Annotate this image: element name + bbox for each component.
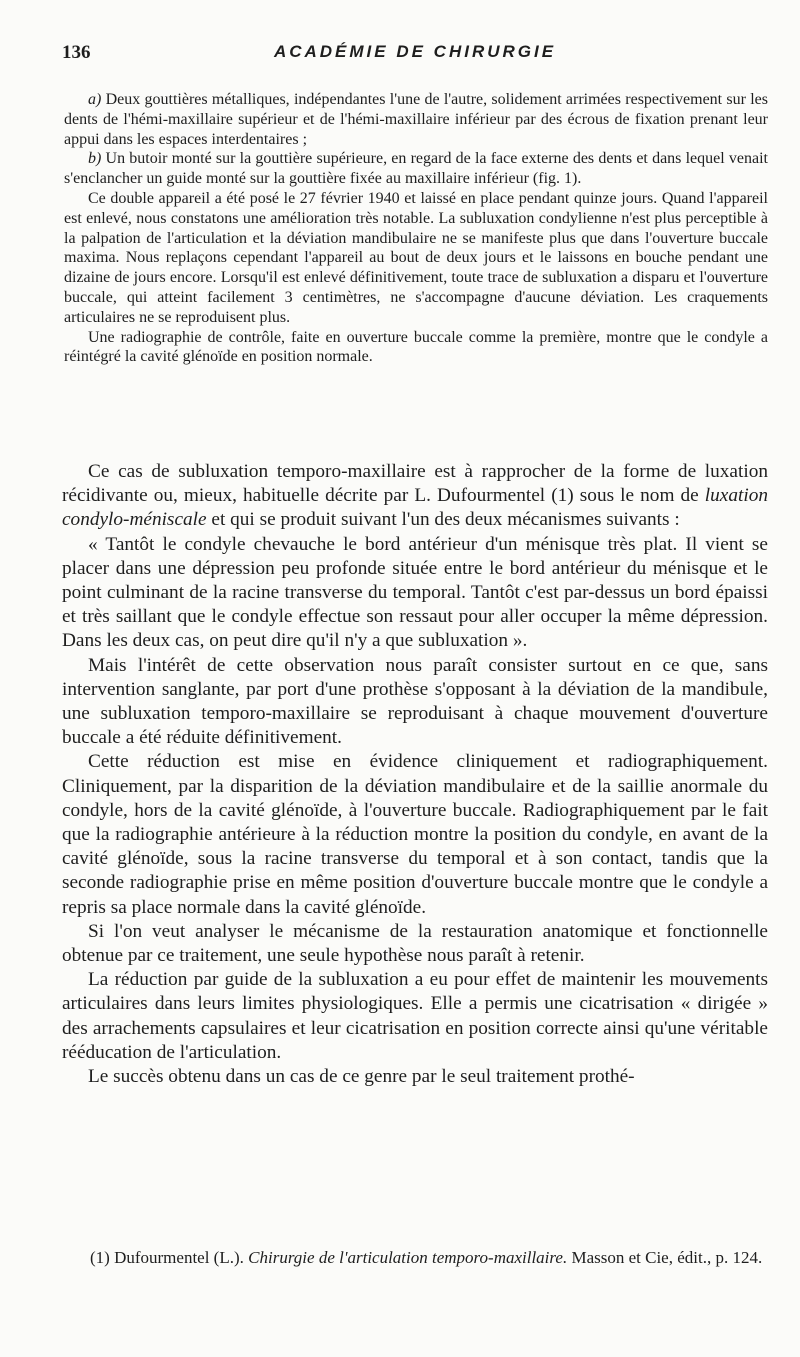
paragraph-text: et qui se produit suivant l'un des deux mécanismes suivants : — [206, 509, 680, 531]
paragraph-text: Ce double appareil a été posé le 27 février 1940 et laissé en place pendant quinze jours. Quand l'appareil est enlevé, nous constatons une amélioration très notable. La subluxation condylienne n'est plus perceptible à la palpation de l'articulation et la déviation mandibulaire ne se manifeste plus que dans l'ouverture buccale maxima. Nous replaçons cependant l'appareil au bout de deux jours et le laissons en bouche pendant une dizaine de jours encore. Lorsqu'il est enlevé définitivement, toute trace de subluxation a disparu et l'ouverture buccale, qui atteint facilement 3 centimètres, ne s'accompagne d'aucune déviation. Les craquements articulaires ne se reproduisent plus. — [64, 189, 768, 326]
footnote — [64, 1247, 768, 1269]
paragraph-a — [64, 90, 768, 149]
paragraph-b — [64, 149, 768, 189]
paragraph-success: Le succès obtenu dans un cas de ce genre par le seul traitement prothé- — [88, 1066, 635, 1088]
page-number: 136 — [62, 42, 91, 63]
discussion-block — [62, 460, 768, 1089]
paragraph-comparison — [62, 460, 768, 533]
paragraph-text: Ce cas de subluxation temporo-maxillaire est à rapprocher de la forme de luxation récidivante ou, mieux, habituelle décrite par L. Dufourmentel (1) sous le nom de — [62, 461, 768, 507]
paragraph-hypothesis: Si l'on veut analyser le mécanisme de la restauration anatomique et fonctionnelle obtenue par ce traitement, une seule hypothèse nous paraît à retenir. — [62, 920, 768, 967]
paragraph-quotation: « Tantôt le condyle chevauche le bord antérieur d'un ménisque très plat. Il vient se placer dans une dépression peu profonde située entre le bord antérieur du ménisque et le point culminant de la racine transverse du temporal. Tantôt c'est par-dessus un bord épaissi et très saillant que le condyle effectue son ressaut pour aller occuper la même dépression. Dans les deux cas, on peut dire qu'il n'y a que subluxation ». — [62, 533, 768, 652]
footnote-book-title: Chirurgie de l'articulation temporo-maxillaire. — [248, 1248, 568, 1267]
item-text-a: Deux gouttières métalliques, indépendantes l'une de l'autre, solidement arrimées respectivement sur les dents de l'hémi-maxillaire supérieur et de l'hémi-maxillaire inférieur par des écrous de fixation prenant leur appui dans les espaces interdentaires ; — [64, 91, 768, 148]
paragraph-appliance-result — [64, 189, 768, 328]
paragraph-reduction: Cette réduction est mise en évidence cliniquement et radiographiquement. Cliniquement, par la disparition de la déviation mandibulaire et de la saillie anormale du condyle, hors de la cavité glénoïde, à l'ouverture buccale. Radiographiquement par le fait que la radiographie antérieure à la réduction montre la position du condyle, en avant de la cavité glénoïde, sous la racine transverse du temporal et à son contact, tandis que la seconde radiographie prise en même position d'ouverture buccale montre que le condyle a repris sa place normale dans la cavité glénoïde. — [62, 751, 768, 918]
page-header — [62, 42, 768, 70]
paragraph-text: Une radiographie de contrôle, faite en ouverture buccale comme la première, montre que le condyle a réintégré la cavité glénoïde en position normale. — [64, 328, 768, 366]
item-text-b: Un butoir monté sur la gouttière supérieure, en regard de la face externe des dents et dans lequel venait s'enclancher un guide monté sur la gouttière fixée au maxillaire inférieur (fig. 1). — [64, 150, 768, 188]
footnote-ref: (1) Dufourmentel (L.). — [90, 1248, 249, 1267]
item-label-b: b) — [88, 150, 102, 168]
paragraph-interest: Mais l'intérêt de cette observation nous paraît consister surtout en ce que, sans intervention sanglante, par port d'une prothèse s'opposant à la déviation de la mandibule, une subluxation temporo-maxillaire se reproduisant à chaque mouvement d'ouverture buccale a été réduite définitivement. — [62, 654, 768, 749]
running-head: ACADÉMIE DE CHIRURGIE — [273, 42, 557, 61]
paragraph-mechanism: La réduction par guide de la subluxation a eu pour effet de maintenir les mouvements articulaires dans leurs limites physiologiques. Elle a permis une cicatrisation « dirigée » des arrachements capsulaires et leur cicatrisation en position correcte ainsi qu'une véritable rééducation de l'articulation. — [62, 969, 768, 1063]
italic-term: luxation condylo-méniscale — [62, 485, 768, 531]
paragraph-radiograph — [64, 328, 768, 368]
footnote-publisher: Masson et Cie, édit., p. 124. — [567, 1248, 763, 1267]
observation-block — [64, 90, 768, 367]
footnote-text — [64, 1247, 768, 1269]
item-label-a: a) — [88, 91, 102, 108]
